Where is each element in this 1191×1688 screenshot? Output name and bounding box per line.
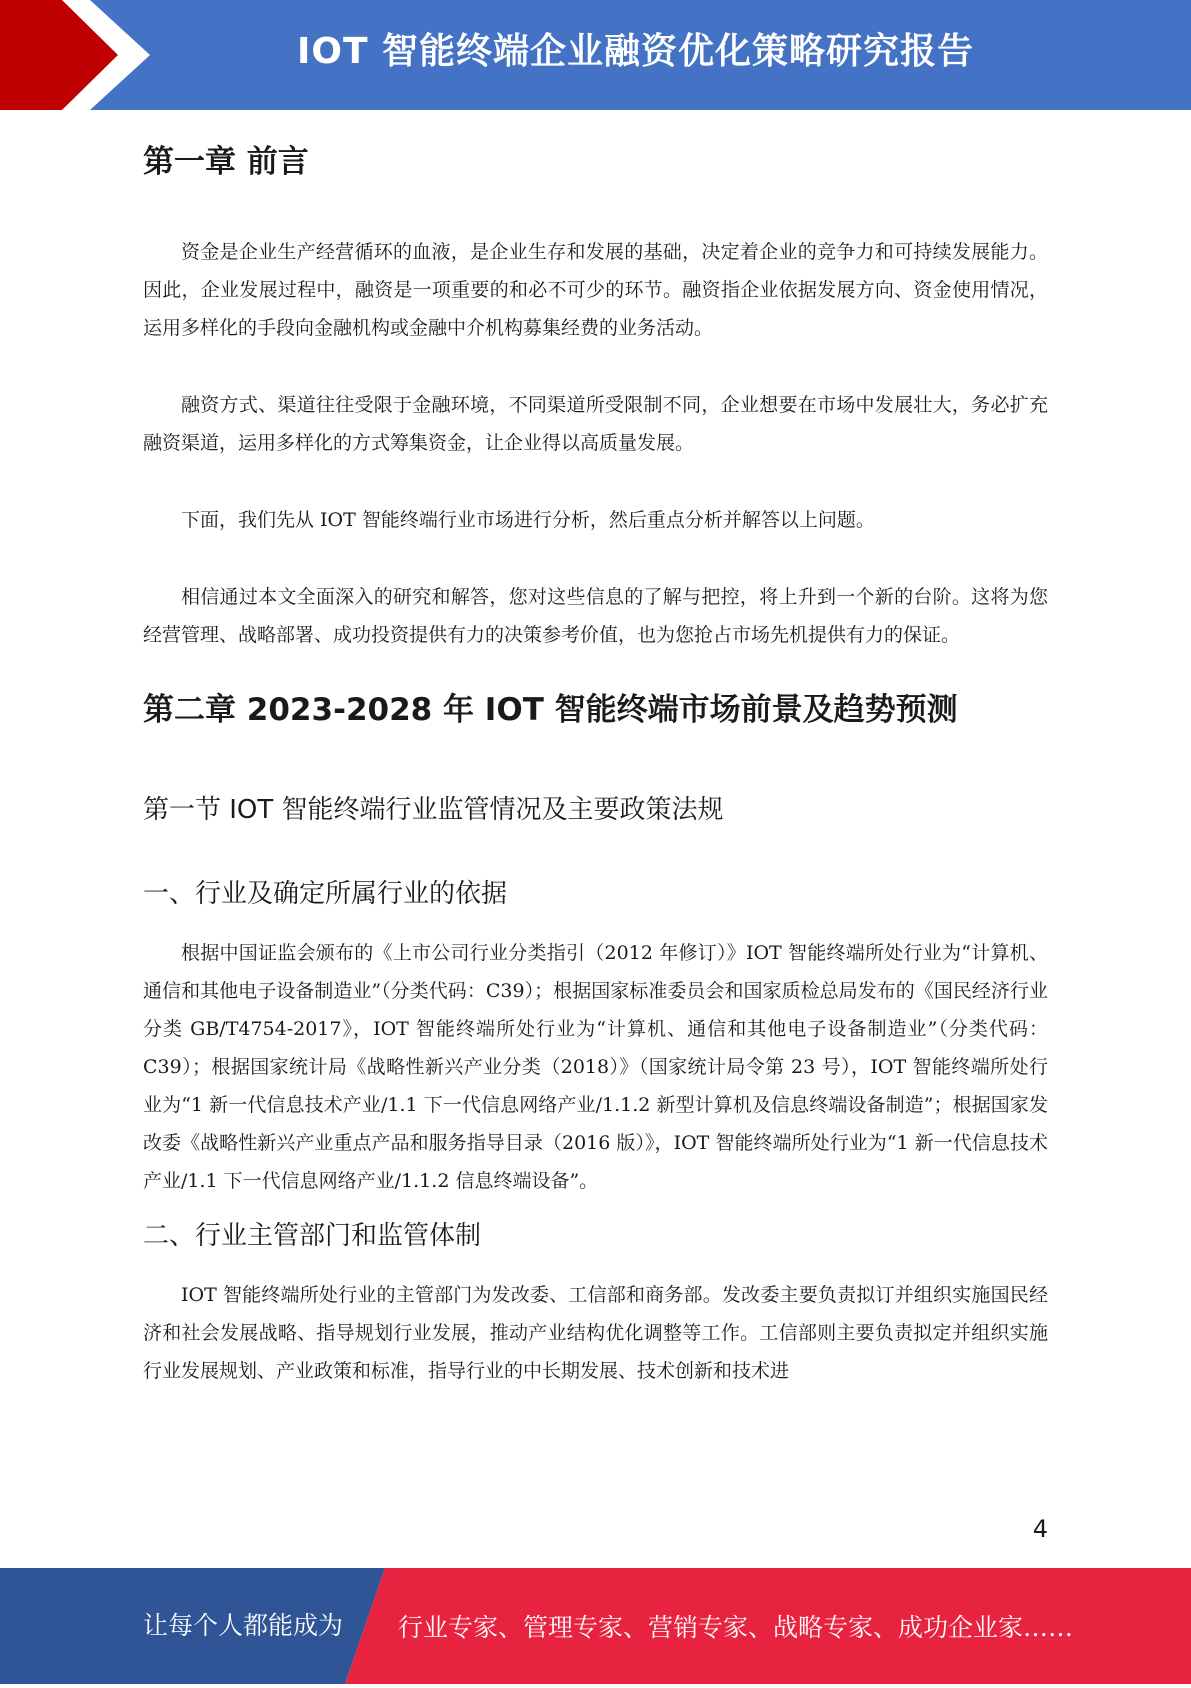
footer-slogan-left: 让每个人都能成为 <box>143 1611 344 1640</box>
chapter1-paragraph-4: 相信通过本文全面深入的研究和解答，您对这些信息的了解与把控，将上升到一个新的台阶。这将为您经营管理、战略部署、成功投资提供有力的决策参考价值，也为您抢占市场先机提供有力的保证。 <box>143 586 1048 646</box>
page-header <box>0 0 1191 110</box>
chapter2-heading: 第二章 2023-2028 年 IOT 智能终端市场前景及趋势预测 <box>143 692 958 728</box>
footer-slogan-right: 行业专家、管理专家、营销专家、战略专家、成功企业家…… <box>398 1613 1074 1642</box>
page-content <box>143 110 1048 1390</box>
chapter1-paragraph-3: 下面，我们先从 IOT 智能终端行业市场进行分析，然后重点分析并解答以上问题。 <box>181 509 875 531</box>
subsection2-paragraph: IOT 智能终端所处行业的主管部门为发改委、工信部和商务部。发改委主要负责拟订并组织实施国民经济和社会发展战略、指导规划行业发展，推动产业结构优化调整等工作。工信部则主要负责拟定并组织实施行业发展规划、产业政策和标准，指导行业的中长期发展、技术创新和技术进 <box>143 1284 1048 1382</box>
subsection1-heading: 一、行业及确定所属行业的依据 <box>143 879 508 909</box>
page-footer <box>0 1568 1191 1684</box>
subsection1-paragraph: 根据中国证监会颁布的《上市公司行业分类指引（2012 年修订）》IOT 智能终端所处行业为“计算机、通信和其他电子设备制造业”（分类代码：C39）；根据国家标准委员会和国家质检总局发布的《国民经济行业分类 GB/T4754-2017》，IOT 智能终端所处行业为“计算机、通信和其他电子设备制造业”（分类代码：C39）；根据国家统计局《战略性新兴产业分类（2018）》（国家统计局令第 23 号），IOT 智能终端所处行业为“1 新一代信息技术产业/1.1 下一代信息网络产业/1.1.2 新型计算机及信息终端设备制造”；根据国家发改委《战略性新兴产业重点产品和服务指导目录（2016 版）》，IOT 智能终端所处行业为“1 新一代信息技术产业/1.1 下一代信息网络产业/1.1.2 信息终端设备”。 <box>143 942 1048 1192</box>
chapter1-heading: 第一章 前言 <box>143 144 309 180</box>
section1-heading: 第一节 IOT 智能终端行业监管情况及主要政策法规 <box>143 795 724 825</box>
chapter1-paragraph-1: 资金是企业生产经营循环的血液，是企业生存和发展的基础，决定着企业的竞争力和可持续发展能力。因此，企业发展过程中，融资是一项重要的和必不可少的环节。融资指企业依据发展方向、资金使用情况，运用多样化的手段向金融机构或金融中介机构募集经费的业务活动。 <box>143 241 1048 339</box>
report-title: IOT 智能终端企业融资优化策略研究报告 <box>296 31 975 72</box>
chapter1-paragraph-2: 融资方式、渠道往往受限于金融环境，不同渠道所受限制不同，企业想要在市场中发展壮大，务必扩充融资渠道，运用多样化的方式筹集资金，让企业得以高质量发展。 <box>143 394 1048 454</box>
page-number: 4 <box>1032 1515 1048 1543</box>
subsection2-heading: 二、行业主管部门和监管体制 <box>143 1221 482 1251</box>
